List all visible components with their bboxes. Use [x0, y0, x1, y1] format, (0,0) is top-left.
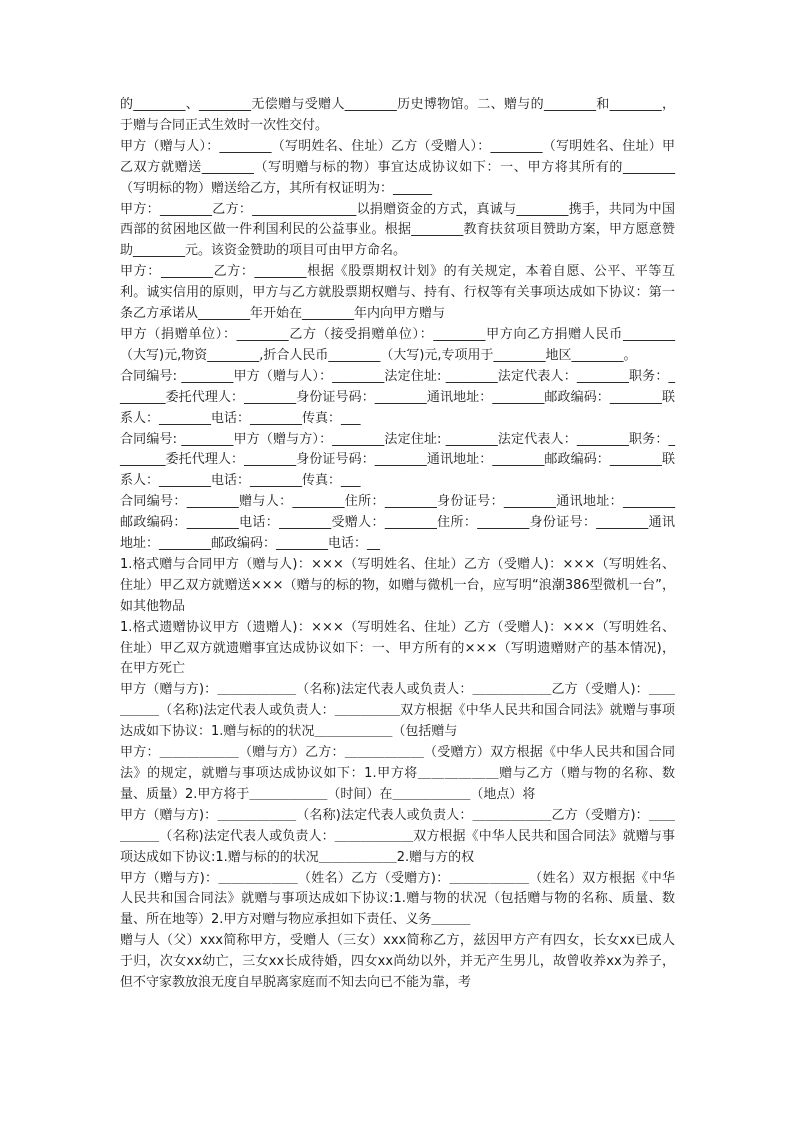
paragraph-contract-header-1: 合同编号: ________甲方（赠与人）：________法定住址: ________法定代表人：________职务：________委托代理人：________身份证号码：________通讯地址：________邮政编码：________联系人：________电话：________传真：___ [120, 368, 675, 426]
paragraph-donation-museum: 的________、________无偿赠与受赠人________历史博物馆。二、赠与的________和________，于赠与合同正式生效时一次性交付。 [120, 97, 675, 133]
document-body [120, 95, 675, 994]
paragraph-gift-org-2: 甲方（赠与方)：＿＿＿＿＿＿（名称)法定代表人或负责人：＿＿＿＿＿＿乙方（受赠方)：＿＿＿＿＿（名称)法定代表人或负责人：＿＿＿＿＿＿双方根据《中华人民共和国合同法》就赠与事项达成如下协议:1.赠与标的的状况＿＿＿＿＿＿2.赠与方的权 [120, 807, 675, 865]
paragraph-donation-unit: 甲方（捐赠单位）：________乙方（接受捐赠单位）：________甲方向乙方捐赠人民币________（大写)元,物资________,折合人民币________（大写)元,专项用于________地区________。 [120, 326, 675, 363]
paragraph-stock-option-gift: 甲方：________乙方：________根据《股票期权计划》的有关规定，本着自愿、公平、平等互利。诚实信用的原则，甲方与乙方就股票期权赠与、持有、行权等有关事项达成如下协议：第一条乙方承诺从________年开始在________年内向甲方赠与 [120, 264, 675, 322]
paragraph-family-gift: 赠与人（父）xxx简称甲方，受赠人（三女）xxx简称乙方，兹因甲方产有四女，长女xx已成人于归，次女xx幼亡，三女xx长成待婚，四女xx尚幼以外，并无产生男儿，故曾收养xx为养子，但不守家教放浪无度自早脱离家庭而不知去向已不能为靠，考 [120, 933, 675, 991]
paragraph-gift-contract-personal: 甲方（赠与人）：________（写明姓名、住址）乙方（受赠人）：________（写明姓名、住址）甲乙双方就赠送________（写明赠与标的物）事宜达成协议如下：一、甲方将其所有的________（写明标的物）赠送给乙方，其所有权证明为：______ [120, 138, 675, 196]
paragraph-format-bequest: 1.格式遗赠协议甲方（遗赠人)：×××（写明姓名、住址）乙方（受赠人)：×××（写明姓名、住址）甲乙双方就遗赠事宜达成协议如下：一、甲方所有的×××（写明遗赠财产的基本情况)，在甲方死亡 [120, 619, 675, 677]
paragraph-format-gift-contract: 1.格式赠与合同甲方（赠与人)：×××（写明姓名、住址）乙方（受赠人)：×××（写明姓名、住址）甲乙双方就赠送×××（赠与的标的物，如赠与微机一台，应写明“浪潮386型微机一台”，如其他物品 [120, 556, 675, 614]
paragraph-contract-header-3: 合同编号：________赠与人：________住所：________身份证号：________通讯地址：________邮政编码：________电话：________受赠人：________住所：________身份证号：________通讯地址：________邮政编码：________电话：__ [120, 494, 675, 552]
paragraph-gift-org-1: 甲方（赠与方)：＿＿＿＿＿＿（名称)法定代表人或负责人：＿＿＿＿＿＿乙方（受赠人)：＿＿＿＿＿（名称)法定代表人或负责人：＿＿＿＿＿双方根据《中华人民共和国合同法》就赠与事项达成如下协议：1.赠与标的的状况＿＿＿＿＿＿（包括赠与 [120, 682, 675, 740]
paragraph-contract-header-2: 合同编号: ________甲方（赠与方）：________法定住址: ________法定代表人：________职务：________委托代理人：________身份证号码：________通讯地址：________邮政编码：________联系人：________电话：________传真：___ [120, 431, 675, 489]
paragraph-gift-personal-2: 甲方（赠与方)：＿＿＿＿＿＿（姓名）乙方（受赠方)：＿＿＿＿＿＿（姓名）双方根据《中华人民共和国合同法》就赠与事项达成如下协议:1.赠与物的状况（包括赠与物的名称、质量、数量、所在地等）2.甲方对赠与物应承担如下责任、义务＿＿＿ [120, 870, 675, 928]
paragraph-education-sponsorship: 甲方：________乙方：________________以捐赠资金的方式，真诚与________携手，共同为中国西部的贫困地区做一件利国利民的公益事业。根据________教育扶贫项目赞助方案，甲方愿意赞助________元。该资金赞助的项目可由甲方命名。 [120, 201, 675, 259]
paragraph-gift-simple: 甲方：＿＿＿＿＿＿（赠与方）乙方：＿＿＿＿＿＿（受赠方）双方根据《中华人民共和国合同法》的规定，就赠与事项达成协议如下：1.甲方将＿＿＿＿＿＿赠与乙方（赠与物的名称、数量、质量）2.甲方将于＿＿＿＿＿＿（时间）在＿＿＿＿＿＿（地点）将 [120, 745, 675, 802]
